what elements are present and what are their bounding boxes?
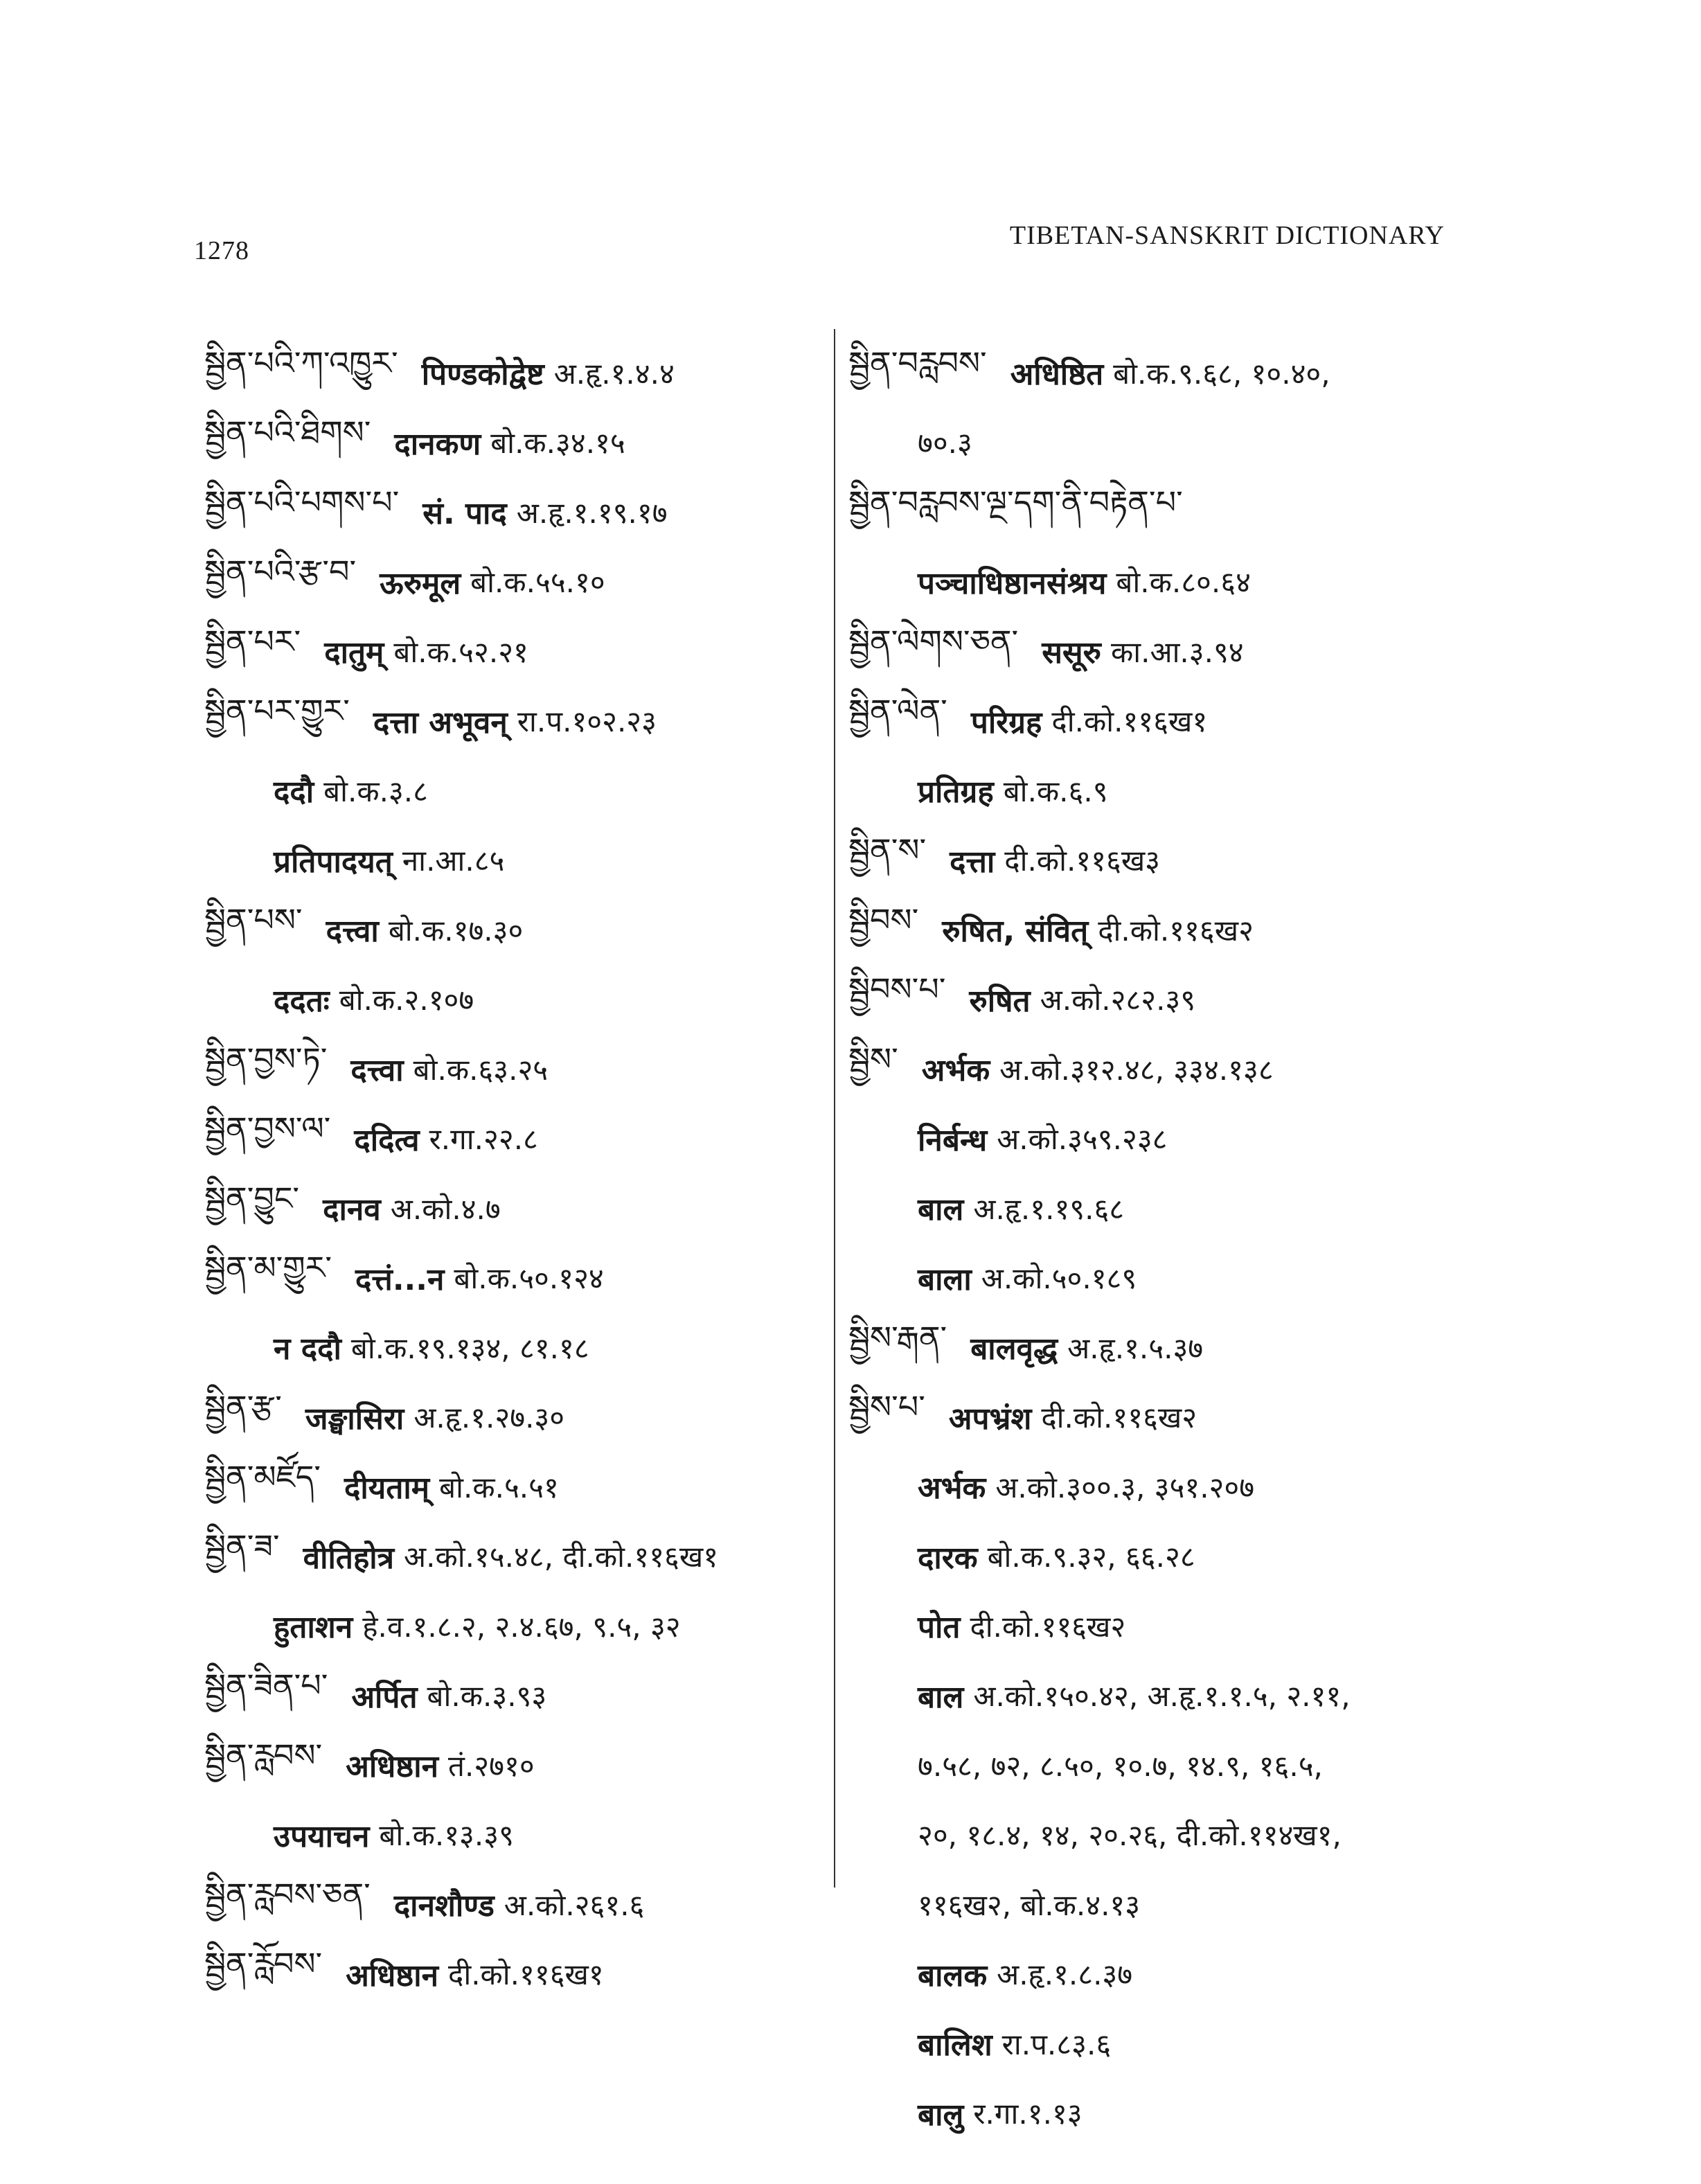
tibetan-headword: སྦྱིན་མཛོད་: [204, 1457, 321, 1495]
source-reference: रा.प.१०२.२३: [517, 704, 657, 739]
entry-continuation: [848, 1870, 1458, 1939]
entry-continuation: [848, 1730, 1458, 1800]
dictionary-entry: [204, 1730, 831, 1800]
source-reference: बो.क.१७.३०: [388, 913, 524, 948]
sanskrit-equivalent: बालु: [918, 2097, 964, 2133]
sanskrit-equivalent: प्रतिग्रह: [918, 774, 994, 810]
source-reference: ना.आ.८५: [402, 844, 505, 878]
dictionary-entry: [204, 1104, 831, 1174]
tibetan-headword: སྦྱིན་ཟ་: [204, 1527, 280, 1565]
entry-continuation: [848, 408, 1458, 478]
source-reference: दी.को.११६ख२: [1041, 1401, 1197, 1435]
source-reference: बो.क.५२.२१: [393, 634, 528, 669]
sanskrit-equivalent: दत्ता अभूवन्: [373, 704, 508, 740]
dictionary-entry: [204, 408, 831, 478]
source-reference: बो.क.३४.१५: [490, 426, 625, 461]
tibetan-headword: སྦྱིན་ལེགས་ཅན་: [848, 622, 1019, 660]
sanskrit-equivalent: ददतः: [274, 983, 330, 1019]
sanskrit-equivalent: हुताशन: [274, 1610, 353, 1646]
tibetan-headword: སྦྱིན་པར་: [204, 622, 301, 660]
source-reference: बो.क.५५.१०: [470, 565, 605, 600]
entry-continuation: [848, 1452, 1458, 1522]
source-reference: बो.क.६३.२५: [413, 1052, 549, 1087]
sanskrit-equivalent: ददित्व: [354, 1122, 420, 1158]
sanskrit-equivalent: दानशौण्ड: [393, 1888, 495, 1924]
source-reference: अ.को.१५०.४२, अ.हृ.१.१.५, २.११,: [973, 1679, 1351, 1714]
sanskrit-equivalent: परिग्रह: [970, 704, 1042, 740]
sanskrit-equivalent: दानव: [323, 1192, 381, 1228]
sanskrit-equivalent: दत्त्वा: [326, 914, 379, 950]
source-reference: अ.को.२८२.३९: [1040, 983, 1196, 1018]
tibetan-headword: སྦྱིན་པར་གྱུར་: [204, 692, 350, 730]
tibetan-headword: སྦྱིན་པའི་རྩ་བ་: [204, 553, 357, 591]
source-reference: अ.हृ.१.१९.६८: [973, 1191, 1125, 1226]
dictionary-entry: [848, 1383, 1458, 1453]
sanskrit-equivalent: अधिष्ठान: [346, 1957, 439, 1994]
entry-continuation: [848, 2009, 1458, 2079]
dictionary-entry: [204, 338, 831, 408]
source-reference: अ.हृ.१.५.३७: [1067, 1331, 1204, 1365]
tibetan-headword: སྦྱིན་པའི་ཐིགས་: [204, 414, 371, 452]
source-reference: अ.को.५०.१८९: [981, 1261, 1137, 1296]
sanskrit-equivalent: वीतिहोत्र: [303, 1540, 394, 1576]
tibetan-headword: སྦྱིས་: [848, 1040, 898, 1078]
sanskrit-equivalent: दीयताम्: [344, 1471, 430, 1507]
dictionary-entry: [848, 965, 1458, 1035]
source-reference: दी.को.११६ख२: [970, 1609, 1126, 1644]
sanskrit-equivalent: ससूरु: [1042, 635, 1101, 671]
sanskrit-equivalent: बालिश: [918, 2027, 992, 2063]
source-reference: बो.क.२.१०७: [339, 983, 474, 1018]
tibetan-headword: སྦྱིན་ས་: [848, 831, 927, 869]
source-reference: ७०.३: [918, 426, 972, 461]
entry-continuation: [848, 1243, 1458, 1313]
entry-continuation: [848, 547, 1458, 617]
tibetan-headword: སྦྱིན་བྱུང་: [204, 1179, 300, 1217]
tibetan-headword: སྦྱིས་པ་: [848, 1388, 925, 1426]
tibetan-headword: སྦྱིན་བརླབས་: [848, 344, 987, 382]
entry-continuation: [848, 1661, 1458, 1731]
source-reference: बो.क.९.३२, ६६.२८: [987, 1540, 1195, 1574]
left-column: [204, 338, 831, 2009]
tibetan-headword: སྦྱིན་བྱས་ལ་: [204, 1110, 331, 1148]
source-reference: बो.क.५०.१२४: [454, 1261, 604, 1296]
tibetan-headword: སྦྱིན་རླབས་ཅན་: [204, 1875, 371, 1913]
source-reference: बो.क.३.९३: [427, 1679, 547, 1714]
source-reference: दी.को.११६ख३: [1004, 844, 1161, 878]
dictionary-entry: [848, 1313, 1458, 1383]
tibetan-headword: སྦྱིན་རློབས་: [204, 1945, 323, 1983]
dictionary-entry: [204, 1243, 831, 1313]
source-reference: बो.क.३.८: [323, 774, 428, 808]
entry-continuation: [204, 1313, 831, 1383]
entry-continuation: [848, 1173, 1458, 1243]
tibetan-headword: སྦྱིན་པས་: [204, 900, 303, 939]
sanskrit-equivalent: दानकण: [394, 426, 481, 462]
source-reference: का.आ.३.९४: [1111, 634, 1244, 669]
dictionary-entry: [848, 1034, 1458, 1104]
entry-continuation: [204, 965, 831, 1035]
sanskrit-equivalent: बालक: [918, 1957, 988, 1994]
source-reference: बो.क.१३.३९: [379, 1818, 514, 1853]
sanskrit-equivalent: दत्त्वा: [350, 1053, 404, 1089]
dictionary-entry: [848, 616, 1458, 686]
sanskrit-equivalent: अर्भक: [921, 1053, 990, 1089]
entry-continuation: [848, 1800, 1458, 1870]
sanskrit-equivalent: दत्तं...न: [355, 1261, 445, 1297]
dictionary-entry: [204, 547, 831, 617]
source-reference: अ.को.३५९.२३८: [997, 1122, 1168, 1157]
dictionary-entry: [204, 1383, 831, 1453]
entry-continuation: [204, 1800, 831, 1870]
source-reference: ७.५८, ७२, ८.५०, १०.७, १४.९, १६.५,: [918, 1748, 1323, 1783]
running-title: TIBETAN-SANSKRIT DICTIONARY: [1009, 221, 1445, 250]
source-reference: दी.को.११६ख१: [1051, 704, 1208, 739]
sanskrit-equivalent: सं. पाद: [422, 496, 507, 532]
source-reference: अ.को.३१२.४८, ३३४.१३८: [999, 1052, 1274, 1087]
sanskrit-equivalent: अधिष्ठान: [346, 1749, 439, 1785]
entry-continuation: [204, 1591, 831, 1661]
dictionary-entry: [204, 616, 831, 686]
dictionary-entry: [848, 895, 1458, 965]
sanskrit-equivalent: अपभ्रंश: [948, 1401, 1032, 1437]
dictionary-entry: [204, 1034, 831, 1104]
dictionary-entry: [848, 477, 1458, 547]
source-reference: अ.हृ.१.२७.३०: [413, 1401, 565, 1435]
tibetan-headword: སྦྱིན་བྱས་ཏེ་: [204, 1040, 328, 1078]
dictionary-entry: [848, 338, 1458, 408]
tibetan-headword: སྦྱིན་བརླབས་ལྔ་དག་ནི་བརྟེན་པ་: [848, 483, 1183, 521]
source-reference: दी.को.११६ख२: [1098, 913, 1254, 948]
column-divider: [834, 329, 835, 1888]
dictionary-entry: [204, 477, 831, 547]
source-reference: अ.हृ.१.८.३७: [997, 1957, 1133, 1992]
entry-continuation: [848, 2079, 1458, 2149]
tibetan-headword: སྦྱིན་རྩ་: [204, 1388, 282, 1426]
dictionary-entry: [204, 1452, 831, 1522]
entry-continuation: [848, 1591, 1458, 1661]
source-reference: २०, १८.४, १४, २०.२६, दी.को.११४ख१,: [918, 1818, 1342, 1853]
source-reference: अ.को.३००.३, ३५१.२०७: [995, 1470, 1255, 1504]
source-reference: तं.२७१०: [448, 1748, 535, 1783]
source-reference: अ.को.१५.४८, दी.को.११६ख१: [404, 1540, 719, 1574]
sanskrit-equivalent: दारक: [918, 1540, 978, 1576]
source-reference: ११६ख२, बो.क.४.१३: [918, 1888, 1141, 1922]
source-reference: र.गा.१.१३: [973, 2097, 1083, 2131]
source-reference: रा.प.८३.६: [1001, 2027, 1112, 2061]
dictionary-entry: [204, 1173, 831, 1243]
sanskrit-equivalent: ऊरुमूल: [380, 565, 461, 601]
source-reference: अ.हृ.१.१९.१७: [516, 495, 668, 530]
dictionary-entry: [204, 1939, 831, 2009]
sanskrit-equivalent: बाला: [918, 1261, 972, 1297]
source-reference: बो.क.९.६८, १०.४०,: [1113, 356, 1330, 391]
sanskrit-equivalent: अधिष्ठित: [1010, 357, 1104, 393]
source-reference: र.गा.२२.८: [429, 1122, 538, 1157]
right-column: [848, 338, 1458, 2148]
sanskrit-equivalent: ददौ: [274, 774, 314, 810]
source-reference: दी.को.११६ख१: [448, 1957, 604, 1992]
sanskrit-equivalent: न ददौ: [274, 1331, 341, 1367]
sanskrit-equivalent: बालवृद्ध: [970, 1331, 1058, 1367]
entry-continuation: [204, 756, 831, 826]
tibetan-headword: སྦྱིན་མ་གྱུར་: [204, 1249, 332, 1287]
dictionary-entry: [204, 686, 831, 756]
source-reference: बो.क.८०.६४: [1116, 565, 1251, 600]
tibetan-headword: སྦྱིབས་པ་: [848, 970, 946, 1009]
sanskrit-equivalent: रुषित: [969, 983, 1031, 1019]
dictionary-entry: [848, 826, 1458, 896]
dictionary-entry: [204, 1522, 831, 1592]
dictionary-entry: [848, 686, 1458, 756]
sanskrit-equivalent: अर्पित: [351, 1679, 418, 1715]
source-reference: हे.व.१.८.२, २.४.६७, ९.५, ३२: [362, 1609, 681, 1644]
tibetan-headword: སྦྱིན་པའི་ཀ་འཁྱུར་: [204, 344, 398, 382]
entry-continuation: [848, 1522, 1458, 1592]
source-reference: बो.क.१९.१३४, ८१.१८: [350, 1331, 589, 1365]
sanskrit-equivalent: बाल: [918, 1192, 964, 1228]
sanskrit-equivalent: उपयाचन: [274, 1818, 370, 1854]
entry-continuation: [848, 1939, 1458, 2009]
sanskrit-equivalent: जङ्घासिरा: [305, 1401, 404, 1437]
sanskrit-equivalent: रुषित, संवित्: [942, 914, 1089, 950]
tibetan-headword: སྦྱིན་པའི་པགས་པ་: [204, 483, 400, 521]
sanskrit-equivalent: बाल: [918, 1679, 964, 1715]
source-reference: अ.को.४.७: [390, 1191, 501, 1226]
tibetan-headword: སྦྱིས་རྒན་: [848, 1318, 947, 1356]
dictionary-entry: [204, 895, 831, 965]
source-reference: अ.को.२६१.६: [504, 1888, 645, 1922]
sanskrit-equivalent: दत्ता: [950, 844, 995, 880]
entry-continuation: [848, 756, 1458, 826]
dictionary-entry: [204, 1661, 831, 1731]
sanskrit-equivalent: प्रतिपादयत्: [274, 844, 393, 880]
sanskrit-equivalent: निर्बन्ध: [918, 1122, 988, 1158]
source-reference: बो.क.६.९: [1003, 774, 1108, 808]
sanskrit-equivalent: पिण्डकोद्वेष्ट: [421, 357, 544, 393]
tibetan-headword: སྦྱིན་རླབས་: [204, 1736, 323, 1774]
dictionary-entry: [204, 1870, 831, 1939]
sanskrit-equivalent: पञ्चाधिष्ठानसंश्रय: [918, 565, 1107, 601]
sanskrit-equivalent: दातुम्: [324, 635, 384, 671]
source-reference: बो.क.५.५१: [439, 1470, 559, 1504]
tibetan-headword: སྦྱིབས་: [848, 900, 919, 939]
tibetan-headword: སྦྱིན་ཟིན་པ་: [204, 1667, 328, 1705]
sanskrit-equivalent: पोत: [918, 1610, 961, 1646]
source-reference: अ.हृ.१.४.४: [553, 356, 675, 391]
sanskrit-equivalent: अर्भक: [918, 1471, 986, 1507]
page-number: 1278: [194, 236, 249, 265]
entry-continuation: [204, 826, 831, 896]
entry-continuation: [848, 1104, 1458, 1174]
tibetan-headword: སྦྱིན་ལེན་: [848, 692, 947, 730]
